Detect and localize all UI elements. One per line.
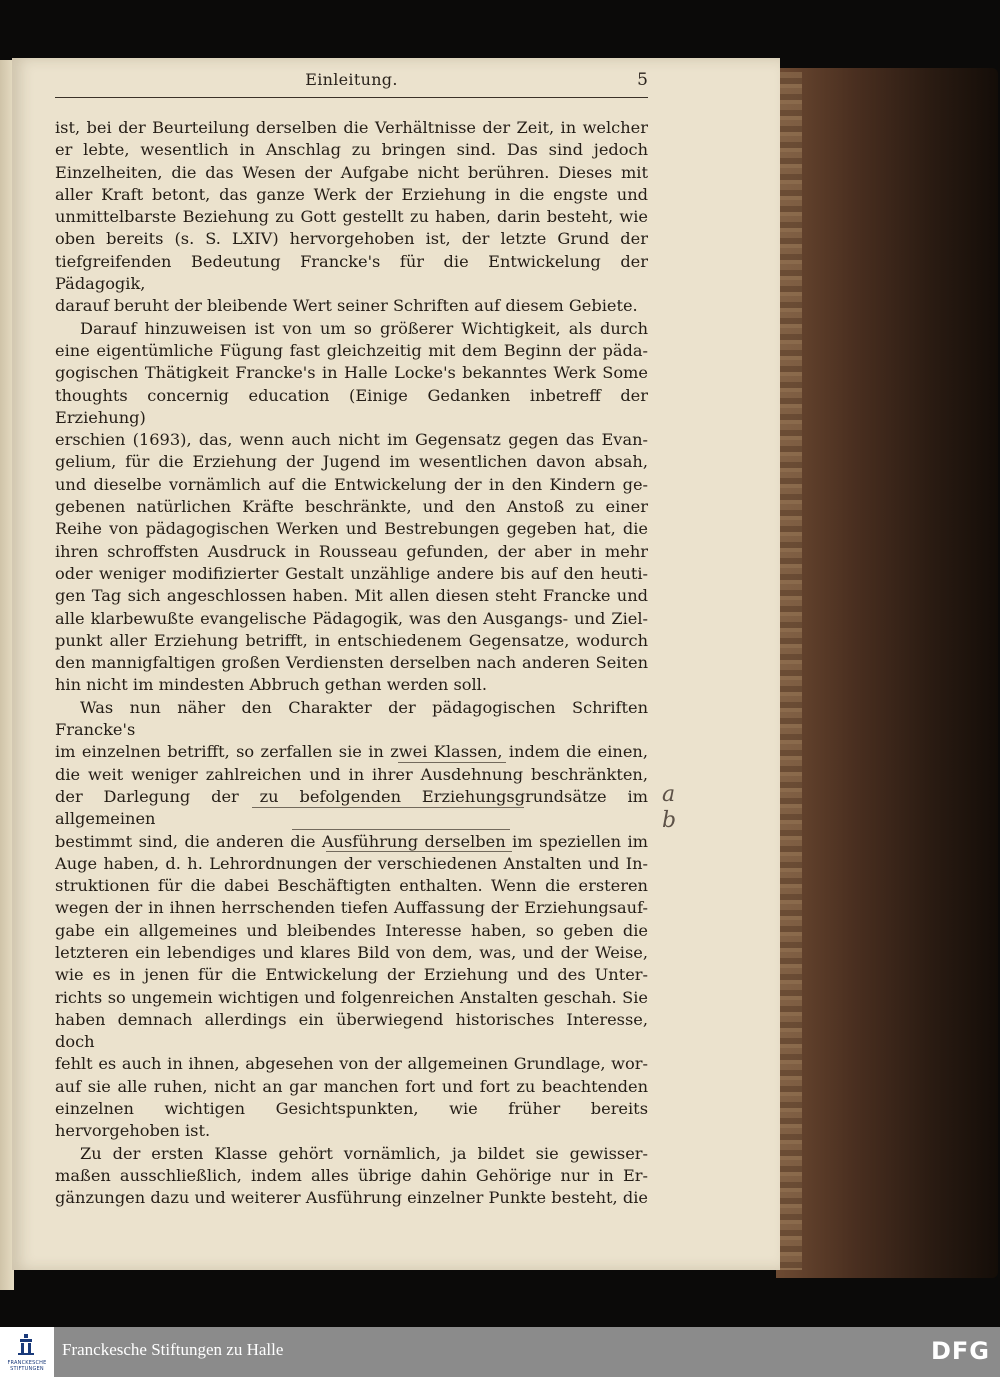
text-line: thoughts concernig education (Einige Gedanken inbetreff der Erziehung) <box>55 385 648 427</box>
institution-name: Franckesche Stiftungen zu Halle <box>62 1340 284 1359</box>
text-line: gebenen natürlichen Kräfte beschränkte, und den Anstoß zu einer <box>55 497 648 517</box>
text-line: gabe ein allgemeines und bleibendes Interesse haben, so geben die <box>55 920 648 940</box>
text-line: Darauf hinzuweisen ist von um so größerer Wichtigkeit, als durch <box>80 318 648 338</box>
text-line: ist, bei der Beurteilung derselben die Verhältnisse der Zeit, in welcher <box>55 118 648 137</box>
text-line: Einzelheiten, die das Wesen der Aufgabe nicht berühren. Dieses mit <box>55 162 648 182</box>
text-line: Reihe von pädagogischen Werken und Bestrebungen gegeben hat, die <box>55 519 648 539</box>
text-line: oder weniger modifizierter Gestalt unzählige andere bis auf den heuti- <box>55 563 648 583</box>
text-line: auf sie alle ruhen, nicht an gar manchen fort und fort zu beachtenden <box>55 1076 648 1096</box>
text-line: er lebte, wesentlich in Anschlag zu bringen sind. Das sind jedoch <box>55 140 648 160</box>
text-line: struktionen für die dabei Beschäftigten enthalten. Wenn die ersteren <box>55 876 648 896</box>
text-line: einzelnen wichtigen Gesichtspunkten, wie früher bereits hervorgehoben ist. <box>55 1099 648 1141</box>
pencil-underline <box>252 807 524 808</box>
text-line: gogischen Thätigkeit Francke's in Halle Locke's bekanntes Werk Some <box>55 363 648 383</box>
institution-logo-icon <box>16 1333 36 1355</box>
text-line: letzteren ein lebendiges und klares Bild von dem, was, und der Weise, <box>55 942 648 962</box>
franckesche-logo[interactable] <box>0 1327 54 1377</box>
text-line: gänzungen dazu und weiterer Ausführung einzelner Punkte besteht, die <box>55 1188 648 1208</box>
margin-note-b: b <box>662 808 677 833</box>
text-line: punkt aller Erziehung betrifft, in entschiedenem Gegensatze, wodurch <box>55 630 648 650</box>
text-line: Zu der ersten Klasse gehört vornämlich, ja bildet sie gewisser- <box>80 1143 648 1163</box>
text-line: eine eigentümliche Fügung fast gleichzeitig mit dem Beginn der päda- <box>55 340 648 360</box>
text-line: die weit weniger zahlreichen und in ihrer Ausdehnung beschränkten, <box>55 764 648 784</box>
text-line: richts so ungemein wichtigen und folgenreichen Anstalten geschah. Sie <box>55 987 648 1007</box>
header-rule <box>55 97 648 98</box>
dfg-logo[interactable]: DFG <box>930 1337 990 1365</box>
running-header <box>55 66 648 96</box>
text-line: Auge haben, d. h. Lehrordnungen der verschiedenen Anstalten und In- <box>55 853 648 873</box>
text-line: gen Tag sich angeschlossen haben. Mit allen diesen steht Francke und <box>55 586 648 606</box>
text-line: Was nun näher den Charakter der pädagogischen Schriften Francke's <box>55 697 648 740</box>
text-line: oben bereits (s. S. LXIV) hervorgehoben ist, der letzte Grund der <box>55 229 648 249</box>
pencil-underline <box>326 851 512 852</box>
viewer-footer-bar <box>0 1327 1000 1377</box>
running-title: Einleitung. <box>305 70 398 89</box>
text-line: bestimmt sind, die anderen die Ausführung derselben im speziellen im <box>55 831 648 851</box>
text-line: wegen der in ihnen herrschenden tiefen Auffassung der Erziehungsauf- <box>55 898 648 918</box>
text-line: den mannigfaltigen großen Verdiensten derselben nach anderen Seiten <box>55 653 648 673</box>
text-line: unmittelbarste Beziehung zu Gott gestellt zu haben, darin besteht, wie <box>55 207 648 227</box>
text-line: und dieselbe vornämlich auf die Entwickelung der in den Kindern ge- <box>55 474 648 494</box>
text-line: fehlt es auch in ihnen, abgesehen von der allgemeinen Grundlage, wor- <box>55 1054 648 1074</box>
pencil-underline <box>292 829 510 830</box>
book-spine-texture <box>780 72 802 1270</box>
logo-caption: FRANCKESCHE STIFTUNGEN <box>7 1360 47 1372</box>
text-line: der Darlegung der zu befolgenden Erziehungsgrundsätze im allgemeinen <box>55 786 648 829</box>
text-line: haben demnach allerdings ein überwiegend historisches Interesse, doch <box>55 1009 648 1052</box>
text-line: darauf beruht der bleibende Wert seiner Schriften auf diesem Gebiete. <box>55 296 638 316</box>
text-line: gelium, für die Erziehung der Jugend im wesentlichen davon absah, <box>55 452 648 472</box>
text-line: im einzelnen betrifft, so zerfallen sie in zwei Klassen, indem die einen, <box>55 742 648 762</box>
text-line: tiefgreifenden Bedeutung Francke's für die Entwickelung der Pädagogik, <box>55 251 648 294</box>
page-number: 5 <box>637 70 648 90</box>
margin-note-a: a <box>662 782 676 807</box>
text-line: maßen ausschließlich, indem alles übrige dahin Gehörige nur in Er- <box>55 1165 648 1185</box>
text-line: ihren schroffsten Ausdruck in Rousseau gefunden, der aber in mehr <box>55 541 648 561</box>
text-line: hin nicht im mindesten Abbruch gethan werden soll. <box>55 675 487 695</box>
text-line: erschien (1693), das, wenn auch nicht im Gegensatz gegen das Evan- <box>55 430 648 450</box>
pencil-underline <box>398 762 506 763</box>
text-line: alle klarbewußte evangelische Pädagogik, was den Ausgangs- und Ziel- <box>55 608 648 628</box>
text-line: aller Kraft betont, das ganze Werk der Erziehung in die engste und <box>55 184 648 204</box>
book-binding-edge <box>776 68 998 1278</box>
body-text <box>55 117 648 1210</box>
text-line: wie es in jenen für die Entwickelung der Erziehung und des Unter- <box>55 965 648 985</box>
